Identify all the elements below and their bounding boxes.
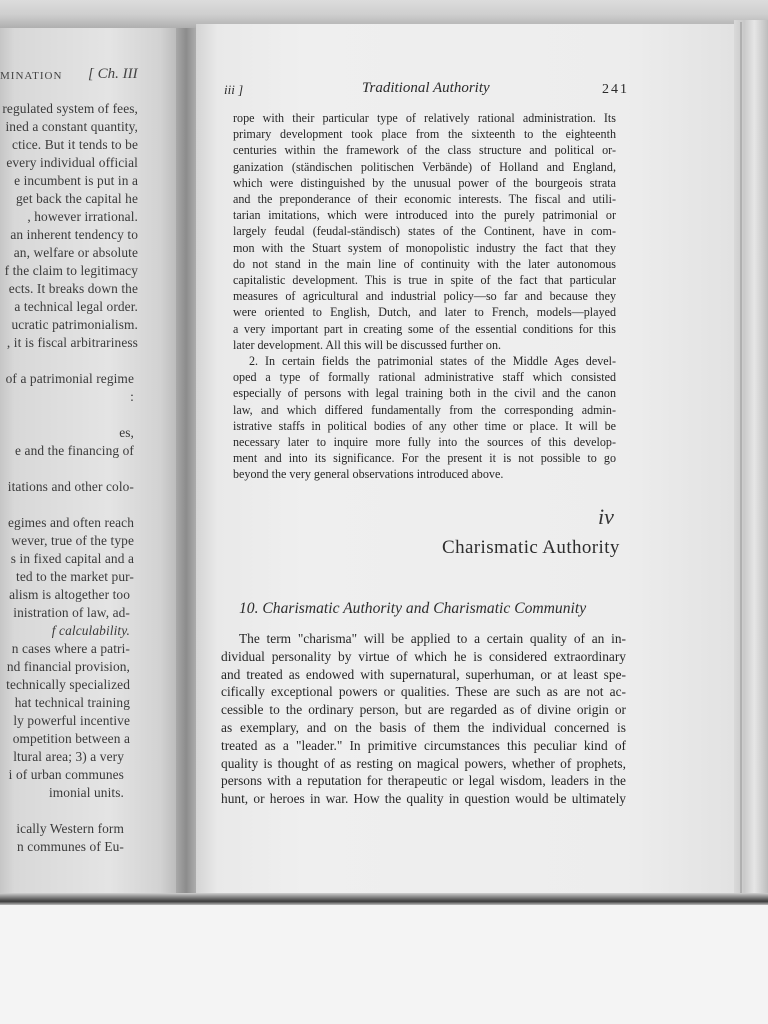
left-page-line: ted to the market pur- [16, 569, 134, 584]
left-page-line: ompetition between a [12, 731, 130, 746]
left-page-line: ined a constant quantity, [5, 119, 138, 134]
left-page-line: nd financial provision, [6, 659, 130, 674]
section-line: persons with a reputation for therapeutic or legal wisdom, leaders in the [221, 773, 626, 789]
left-page-line: ucratic patrimonialism. [11, 317, 138, 332]
body-line: beyond the very general observations introduced above. [233, 467, 504, 482]
section-line: cessible to the ordinary person, but are regarded as of divine origin or [221, 702, 626, 718]
left-page-line: a technical legal order. [14, 299, 138, 314]
body-line: necessary later to inquire more fully into the sources of this develop- [233, 435, 616, 449]
page-edge-line [740, 22, 742, 898]
section-line: treated as a "leader." In primitive circumstances this peculiar kind of [221, 737, 626, 753]
body-line: ganization (ständischen politischen Verbände) of Holland and England, [233, 159, 616, 174]
chapter-title: Charismatic Authority [442, 537, 620, 558]
left-page-line: imonial units. [48, 785, 124, 800]
body-line: law, and which differed fundamentally from the corresponding admin- [233, 402, 616, 417]
left-page-line: s in fixed capital and a [10, 551, 134, 566]
left-page-line: alism is altogether too [9, 587, 130, 602]
left-page-line: regulated system of fees, [2, 101, 138, 116]
left-page-line: every individual official [6, 155, 138, 170]
left-page-line: ects. It breaks down the [8, 281, 138, 296]
left-page-line: egimes and often reach [7, 515, 134, 530]
body-line: 2. In certain fields the patrimonial states of the Middle Ages devel- [249, 354, 616, 368]
body-line: centuries within the framework of the class structure and political or- [233, 143, 616, 158]
left-page-line: inistration of law, ad- [13, 605, 130, 620]
body-line: do not stand in the main line of continuity with the later autonomous [233, 256, 616, 271]
body-line: ment and into its significance. For the present it is not possible to go [233, 451, 616, 466]
left-page-line: ltural area; 3) a very [13, 749, 124, 764]
left-page-line: n communes of Eu- [17, 839, 124, 854]
body-line: and the preponderance of their economic interests. The fiscal and utili- [233, 192, 616, 206]
body-line: especially of persons with legal training both in the civil and the canon [233, 386, 616, 401]
left-page-line: get back the capital he [15, 191, 138, 206]
body-line: tarian imitations, which were introduced into the purely patrimonial or [233, 208, 616, 223]
body-line: measures of agricultural and industrial policy—so far and because they [233, 289, 616, 304]
running-head-title: Traditional Authority [362, 80, 490, 96]
left-page-line: : [130, 389, 134, 404]
section-line: and treated as endowed with supernatural, superhuman, or at least spe- [221, 666, 626, 682]
body-line: which were distinguished by the unusual power of the bourgeois strata [233, 175, 616, 190]
body-line: a very important part in creating some of the essential conditions for this [233, 321, 616, 336]
section-line: The term "charisma" will be applied to a certain quality of an in- [239, 631, 626, 646]
left-running-head: MINATION [0, 70, 63, 82]
left-page-line: an, welfare or absolute [13, 245, 138, 260]
page-number: 241 [602, 82, 629, 97]
section-line: hunt, or heroes in war. How the quality in question would be ultimately [221, 791, 626, 807]
running-head-left: iii ] [224, 82, 244, 97]
left-page-line: f calculability. [51, 623, 130, 638]
left-page-line: wever, true of the type [11, 533, 134, 548]
body-line: oped a type of formally rational administrative staff which consisted [233, 370, 616, 385]
section-line: quality is thought of as resting on magical powers, whether of prophets, [221, 755, 626, 771]
section-line: cifically exceptional powers or qualities. These are such as are not ac- [221, 684, 626, 700]
body-line: mon with the Stuart system of monopolistic industry the fact that they [233, 240, 616, 255]
body-line: primary development took place from the sixteenth to the eighteenth [233, 127, 616, 142]
section-heading: 10. Charismatic Authority and Charismatic Community [239, 600, 587, 617]
left-page-line: ctice. But it tends to be [12, 137, 138, 152]
body-line: istrative staffs in political bodies of any other time or place. It will be [233, 418, 616, 433]
left-page-line: hat technical training [14, 695, 130, 710]
left-page-line: n cases where a patri- [11, 641, 130, 656]
left-page-line: es, [119, 425, 134, 440]
body-line: largely feudal (feudal-ständisch) states of the Continent, have in com- [233, 224, 616, 239]
body-line: rope with their particular type of relatively rational administration. Its [233, 111, 616, 125]
left-page-line: i of urban communes [8, 767, 124, 782]
body-line: capitalistic development. This is true in spite of the fact that particular [233, 273, 616, 287]
left-page-line: , it is fiscal arbitrariness [6, 335, 138, 350]
section-line: as exemplary, and on the basis of them the individual concerned is [221, 720, 626, 735]
chapter-number: iv [598, 504, 614, 529]
left-page-line: e incumbent is put in a [14, 173, 138, 188]
left-chapter-marker: [ Ch. III [88, 66, 138, 82]
left-page-line: ly powerful incentive [13, 713, 130, 728]
left-page-text [0, 0, 182, 896]
left-page-line: of a patrimonial regime [5, 371, 134, 386]
body-line: were oriented to English, Dutch, and later to French, models—played [233, 305, 616, 320]
left-page-line: , however irrational. [27, 209, 138, 224]
left-page-line: ically Western form [16, 821, 124, 836]
left-page-line: technically specialized [6, 677, 130, 692]
left-page-line: an inherent tendency to [10, 227, 138, 242]
scanner-bed [0, 896, 768, 1024]
left-page-line: f the claim to legitimacy [4, 263, 138, 278]
left-page-line: itations and other colo- [7, 479, 134, 494]
section-line: dividual personality by virtue of which he is considered extraordinary [221, 648, 626, 664]
body-line: later development. All this will be discussed further on. [233, 337, 502, 352]
left-page-line: e and the financing of [15, 443, 134, 458]
